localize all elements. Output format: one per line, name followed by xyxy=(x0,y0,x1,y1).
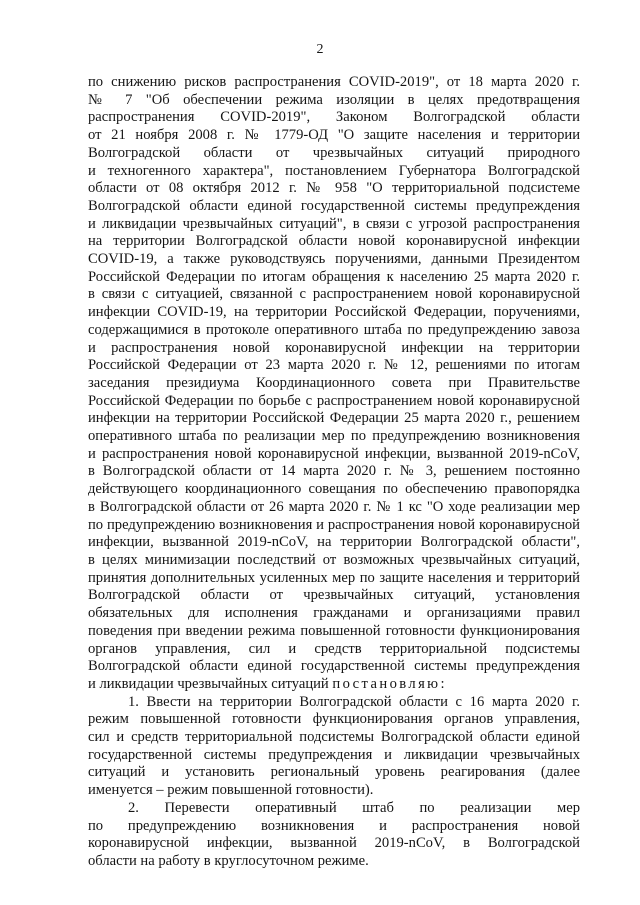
text-line: Волгоградской области от чрезвычайных ситуаций природного xyxy=(88,144,580,161)
text-line: COVID-19, а также руководствуясь поручениями, данными Президентом xyxy=(88,251,580,268)
text-line: инфекции на территории Российской Федерации 25 марта 2020 г., решением xyxy=(88,410,580,427)
text-line: в Волгоградской области от 14 марта 2020 г. № 3, решением постоянно xyxy=(88,463,580,480)
text-line: ситуаций и установить региональный уровень реагирования (далее xyxy=(88,764,580,781)
clause-2-paragraph xyxy=(88,800,580,871)
text-line: распространения COVID-2019", Законом Волгоградской области xyxy=(88,109,580,126)
text-line: органов управления, сил и средств территориальной подсистемы xyxy=(88,640,580,657)
text-line: по предупреждению возникновения и распространения новой xyxy=(88,817,580,834)
text-line: и техногенного характера", постановлением Губернатора Волгоградской xyxy=(88,162,580,179)
text-line: инфекции COVID-19, на территории Российской Федерации, поручениями, xyxy=(88,304,580,321)
text-line: содержащимися в протоколе оперативного штаба по предупреждению завоза xyxy=(88,321,580,338)
closing-text: и ликвидации чрезвычайных ситуаций xyxy=(88,675,333,692)
clause-1-paragraph xyxy=(88,694,580,800)
text-line: в целях минимизации последствий от возможных чрезвычайных ситуаций, xyxy=(88,551,580,568)
text-line: области от 08 октября 2012 г. № 958 "О территориальной подсистеме xyxy=(88,180,580,197)
page-number: 2 xyxy=(316,42,324,57)
text-line xyxy=(88,676,580,694)
text-line: области на работу в круглосуточном режиме. xyxy=(88,852,369,869)
text-line: и распространения новой коронавирусной инфекции, вызванной 2019-nCoV, xyxy=(88,445,580,462)
text-line: обязательных для исполнения гражданами и организациями правил xyxy=(88,605,580,622)
text-line: по снижению рисков распространения COVID-2019", от 18 марта 2020 г. xyxy=(88,74,580,90)
text-line: по предупреждению возникновения и распространения новой коронавирусной xyxy=(88,516,580,533)
text-line: Российской Федерации по борьбе с распространением новой коронавирусной xyxy=(88,392,580,409)
text-line: 1. Ввести на территории Волгоградской области с 16 марта 2020 г. xyxy=(128,693,580,710)
text-line: режим повышенной готовности функционирования органов управления, xyxy=(88,711,580,728)
text-line: 2. Перевести оперативный штаб по реализации мер xyxy=(128,799,580,816)
text-line: № 7 "Об обеспечении режима изоляции в целях предотвращения xyxy=(88,91,580,108)
text-line: и ликвидации чрезвычайных ситуаций", в связи с угрозой распространения xyxy=(88,215,580,232)
document-body xyxy=(88,74,580,871)
preamble-paragraph xyxy=(88,74,580,694)
text-line: коронавирусной инфекции, вызванной 2019-nCoV, в Волгоградской xyxy=(88,835,580,852)
text-line: Российской Федерации по итогам обращения к населению 25 марта 2020 г. xyxy=(88,268,580,285)
text-line: Волгоградской области от чрезвычайных ситуаций, установления xyxy=(88,587,580,604)
text-line: государственной системы предупреждения и ликвидации чрезвычайных xyxy=(88,746,580,763)
text-line: именуется – режим повышенной готовности). xyxy=(88,782,374,799)
text-line: оперативного штаба по реализации мер по предупреждению возникновения xyxy=(88,428,580,445)
text-line: инфекции, вызванной 2019-nCoV, на территории Волгоградской области", xyxy=(88,534,580,551)
text-line: Волгоградской области единой государственной системы предупреждения xyxy=(88,658,580,675)
text-line: поведения при введении режима повышенной готовности функционирования xyxy=(88,622,580,639)
text-line: от 21 ноября 2008 г. № 1779-ОД "О защите населения и территории xyxy=(88,127,580,144)
text-line: сил и средств территориальной подсистемы Волгоградской области единой xyxy=(88,729,580,746)
text-line: заседания президиума Координационного совета при Правительстве xyxy=(88,374,580,391)
text-line: на территории Волгоградской области новой коронавирусной инфекции xyxy=(88,233,580,250)
text-line: в Волгоградской области от 26 марта 2020 г. № 1 кс "О ходе реализации мер xyxy=(88,498,580,515)
text-line: Волгоградской области единой государственной системы предупреждения xyxy=(88,197,580,214)
decree-word: постановляю: xyxy=(332,675,447,692)
text-line: принятия дополнительных усиленных мер по защите населения и территорий xyxy=(88,569,580,586)
text-line: и распространения новой коронавирусной инфекции на территории xyxy=(88,339,580,356)
text-line: в связи с ситуацией, связанной с распространением новой коронавирусной xyxy=(88,286,580,303)
text-line: Российской Федерации от 23 марта 2020 г. № 12, решениями по итогам xyxy=(88,357,580,374)
text-line: действующего координационного совещания по обеспечению правопорядка xyxy=(88,481,580,498)
